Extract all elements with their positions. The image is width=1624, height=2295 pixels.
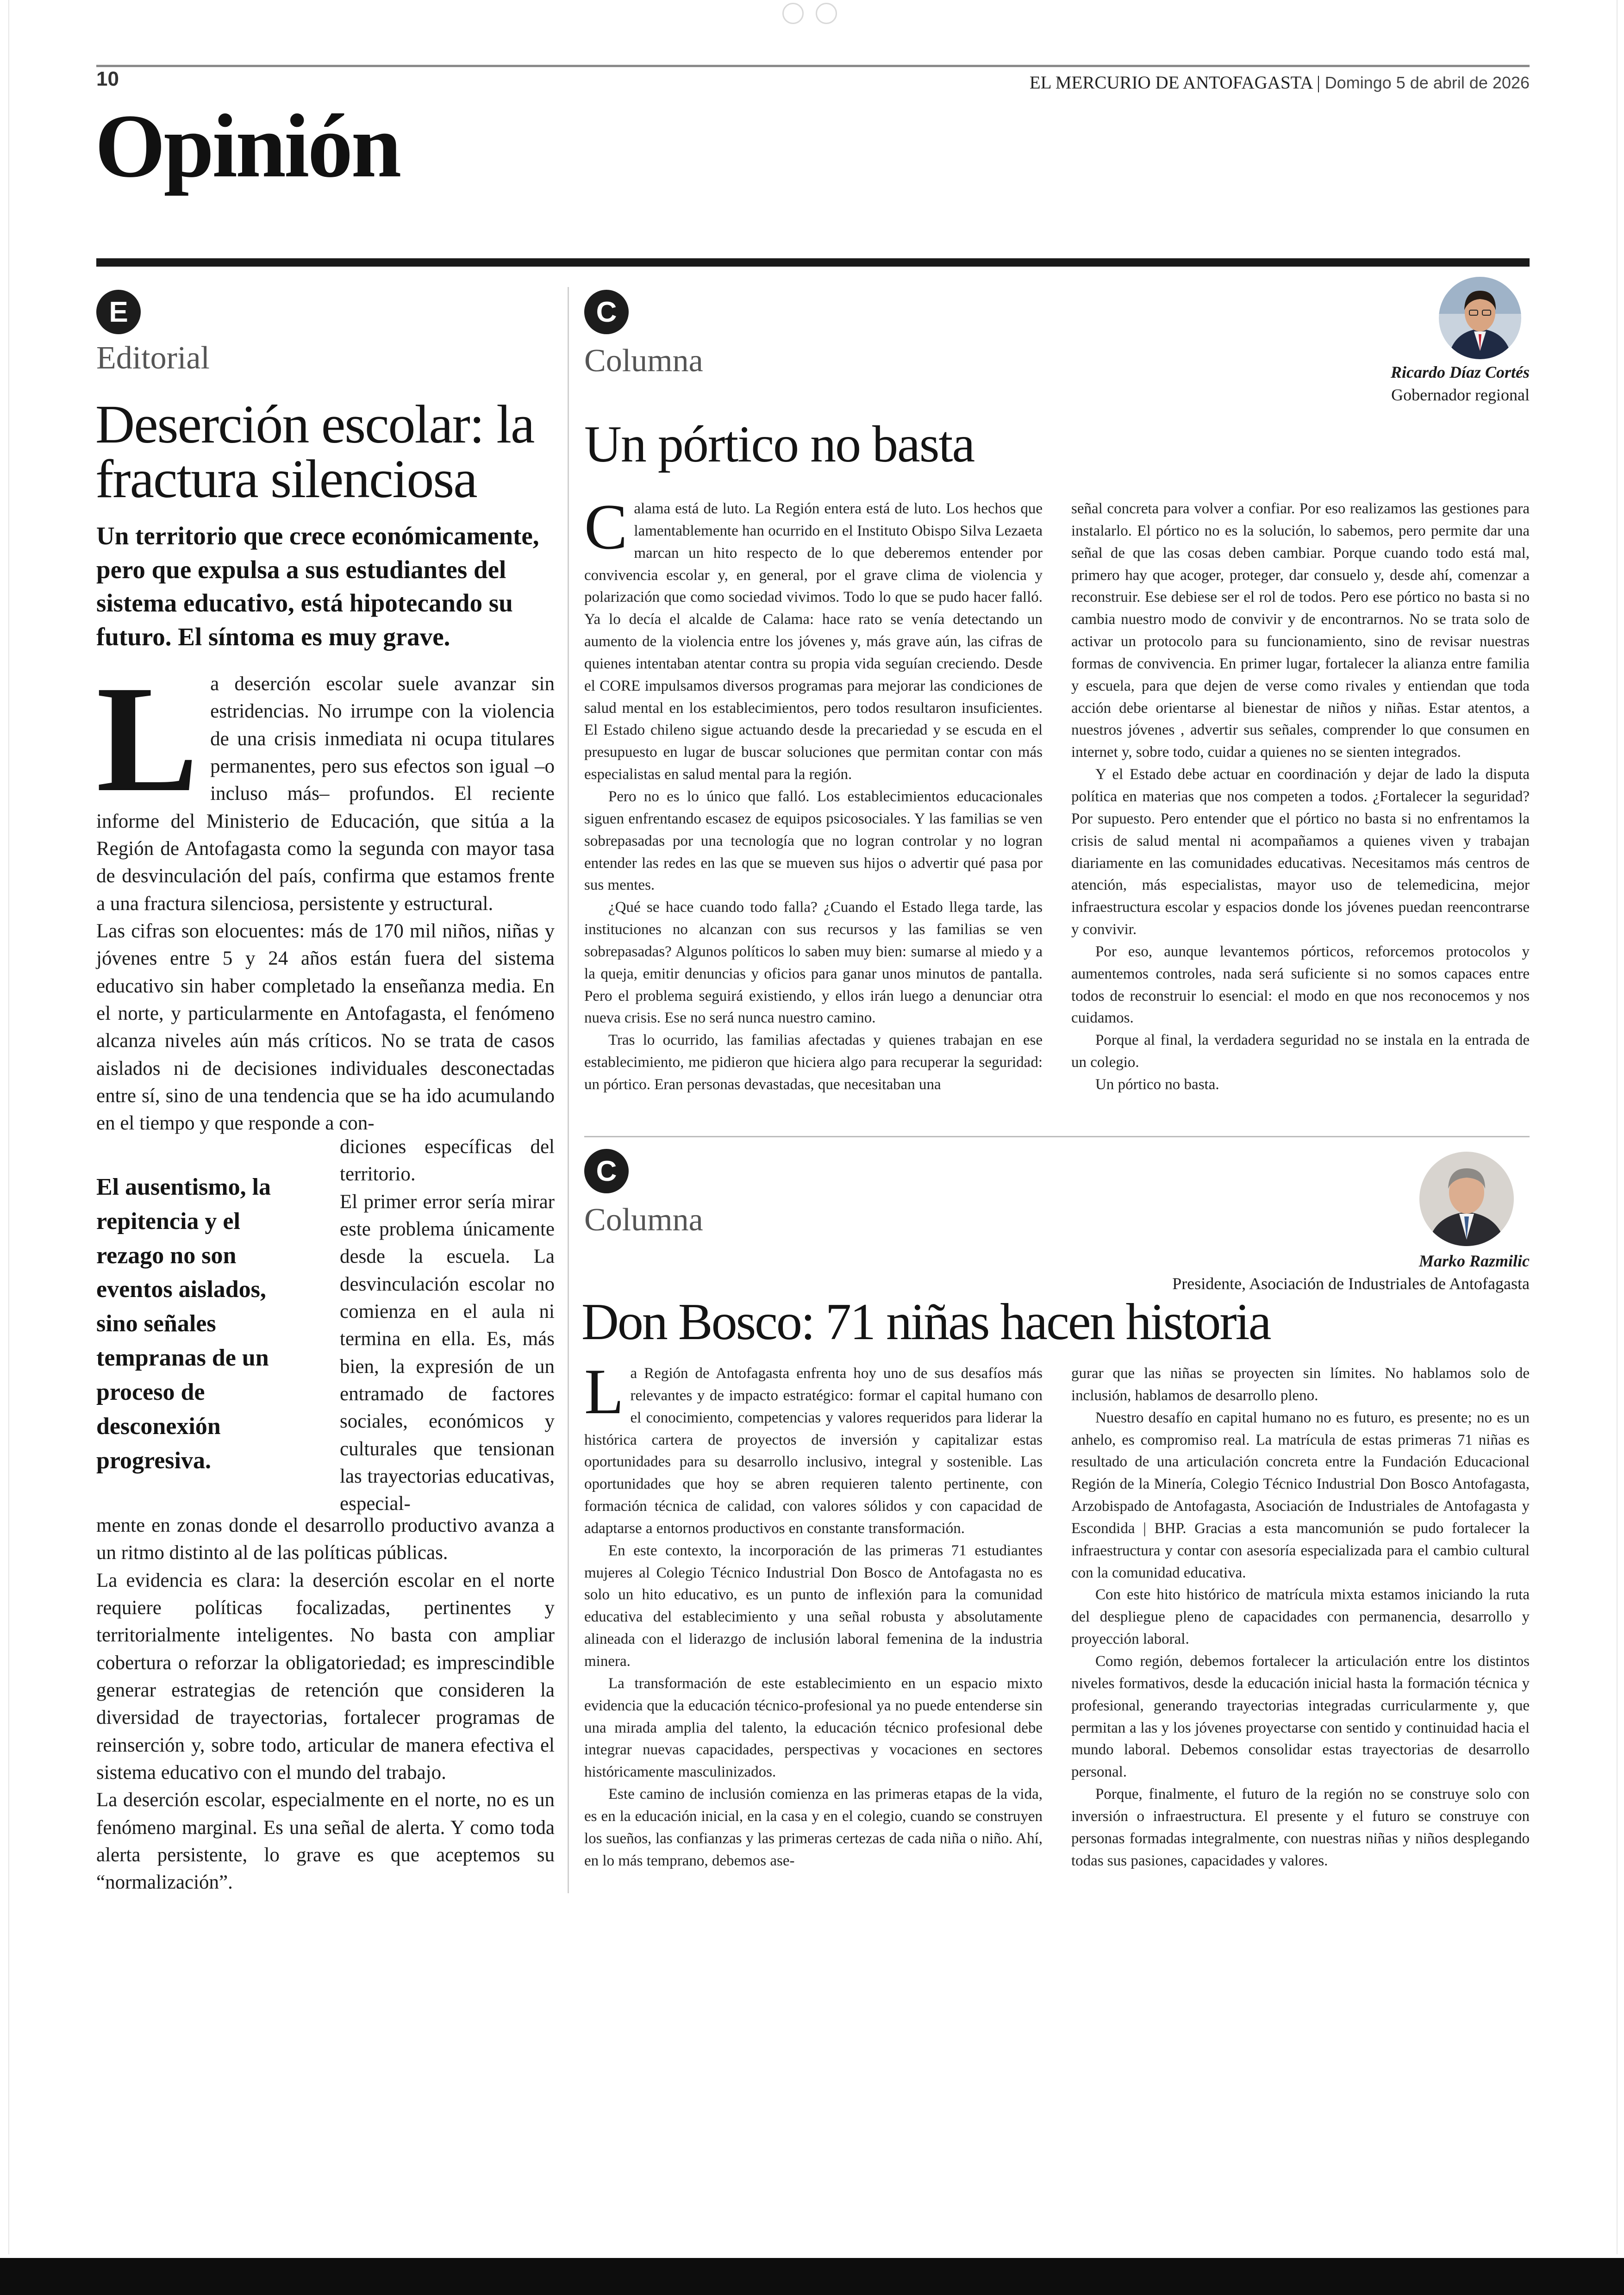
headline-line-1: Deserción escolar: la <box>95 394 534 455</box>
editorial-paragraph: a deserción escolar suele avanzar sin estridencias. No irrumpe con la violencia de una crisis inmediata ni ocupa titulares permanentes, pero sus efectos son igual –o incluso más– profundos. El reciente informe del Ministerio de Educación, que sitúa a la Región de Antofagasta como la segunda con mayor tasa de desvinculación del país, confirma que estamos frente a una fractura silenciosa, persistente y estructural. <box>96 673 555 915</box>
author-portrait-icon <box>1419 1152 1514 1246</box>
column2-paragraph: En este contexto, la incorporación de las primeras 71 estudiantes mujeres al Colegio Técnico Industrial Don Bosco de Antofagasta no es solo un hito educativo, es un punto de inflexión para la comunidad educativa del establecimiento y una señal robusta y absolutamente alineada con el liderazgo de inclusión laboral femenina de la industria minera. <box>584 1542 1043 1670</box>
editorial-paragraph: El primer error sería mirar este problema únicamente desde la escuela. La desvinculación escolar no comienza en el aula ni termina en ella. Es, más bien, la expresión de un entramado de factores sociales, económicos y culturales que tensionan las trayectorias educativas, especial- <box>340 1191 555 1515</box>
column2-paragraph: Nuestro desafío en capital humano no es futuro, es presente; no es un anhelo, es compromiso real. La matrícula de estas primeras 71 niñas es resultado de una articulación concreta entre la Fundación Educacional Región de la Minería, Colegio Técnico Industrial Don Bosco Antofagasta, Arzobispado de Antofagasta, Asociación de Industriales de Antofagasta y Escondida | BHP. Gracias a esta mancomunión se pudo fortalecer la infraestructura y contar con asesoría especializada para el cambio cultural con la comunidad educativa. <box>1071 1409 1530 1581</box>
editorial-paragraph: Las cifras son elocuentes: más de 170 mil niños, niñas y jóvenes entre 5 y 24 años están fuera del sistema educativo sin haber completado la enseñanza media. En el norte, y particularmente en Antofagasta, el fenómeno alcanza niveles aún más críticos. No se trata de casos aislados ni de decisiones individuales desconectadas entre sí, sino de una tendencia que se ha ido acumulando en el tiempo y que responde a con- <box>96 920 555 1135</box>
column1-author <box>1206 361 1530 406</box>
editorial-paragraph: diciones específicas del territorio. <box>340 1136 555 1185</box>
column2-author-photo <box>1419 1152 1514 1246</box>
article-divider <box>584 1136 1530 1137</box>
page-nav-dots[interactable] <box>782 3 837 24</box>
column1-dropcap: C <box>584 491 628 563</box>
page-number: 10 <box>96 68 119 90</box>
issue-date: Domingo 5 de abril de 2026 <box>1324 73 1530 92</box>
column1-paragraph: señal concreta para volver a confiar. Por eso realizamos las gestiones para instalarlo. El pórtico no es la solución, lo sabemos, pero permite dar una señal de que las cosas deben cambiar. Porque cuando todo está mal, primero hay que acoger, proteger, dar consuelo y, desde ahí, comenzar a reconstruir. Ese debiese ser el rol de todos. Pero ese pórtico no basta si no cambia nuestro modo de convivir y de encontrarnos. No se trata solo de activar un protocolo para su funcionamiento, sino de revisar nuestras formas de convivencia. En primer lugar, fortalecer la alianza entre familia y escuela, para que dejen de verse como rivales y entiendan que toda acción debe orientarse al bienestar de niños y niñas. Estar atentos, a nuestros jóvenes , advertir sus señales, comprender lo que consumen en internet y, sobre todo, cuidar a quienes no se sienten integrados. <box>1071 500 1530 761</box>
author-portrait-icon <box>1439 277 1521 359</box>
editorial-intro <box>96 655 555 1137</box>
column1-paragraph: ¿Qué se hace cuando todo falla? ¿Cuando el Estado llega tarde, las instituciones no alcanzan con sus recursos y las familias se ven sobrepasadas? Algunos políticos lo saben muy bien: sumarse al miedo y a la queja, emitir denuncias y oficios para ganar unos minutos de pantalla. Pero el problema seguirá existiendo, y ellos irán luego a denunciar otra nueva crisis. Ese no será nunca nuestro camino. <box>584 899 1043 1027</box>
editorial-deck: Un territorio que crece económicamente, pero que expulsa a sus estudiantes del sistema educativo, está hipotecando su futuro. El síntoma es muy grave. <box>96 522 539 651</box>
section-title: Opinión <box>95 96 400 196</box>
column1-paragraph: Por eso, aunque levantemos pórticos, reforcemos protocolos y aumentemos controles, nada será suficiente si no somos capaces entre todos de reconstruir lo esencial: el modo en que nos reconocemos y nos cuidamos. <box>1071 943 1530 1027</box>
editorial-dropcap: L <box>96 655 199 823</box>
viewer-bottom-bar <box>0 2258 1624 2295</box>
column2-paragraph: a Región de Antofagasta enfrenta hoy uno de sus desafíos más relevantes y de impacto estratégico: formar el capital humano con el conocimiento, competencias y valores requeridos para liderar la histórica cartera de proyectos de inversión y capitalizar estas oportunidades para su desarrollo inclusivo, integral y sostenible. Las oportunidades que hoy se abren requieren talento pertinente, con formación técnica de calidad, con valores sólidos y con capacidad de adaptarse a entornos productivos en constante transformación. <box>584 1365 1043 1537</box>
column1-paragraph: Y el Estado debe actuar en coordinación y dejar de lado la disputa política en materias que nos competen a todos. ¿Fortalecer la seguridad? Por supuesto. Pero entender que el pórtico no basta si no enfrentamos la crisis de salud mental ni acompañamos a quienes viven y trabajan diariamente en las comunidades educativas. Necesitamos más centros de atención, más especialistas, mayor uso de telemedicina, mejor infraestructura escolar y espacios donde los jóvenes puedan reencontrarse y convivir. <box>1071 766 1530 938</box>
column1-paragraph: Pero no es lo único que falló. Los establecimientos educacionales siguen enfrentando escasez de equipos psicosociales. Y las familias se ven sobrepasadas por una tecnología que no logran controlar y no logran entender las redes en las que se mueven sus hijos o advertir qué pasa por sus mentes. <box>584 788 1043 894</box>
column1-author-role: Gobernador regional <box>1391 385 1530 404</box>
column1-kicker: Columna <box>584 343 703 379</box>
column-divider <box>568 287 569 1893</box>
column1-paragraph: alama está de luto. La Región entera está de luto. Los hechos que lamentablemente han ocurrido en el Instituto Obispo Silva Lezaeta marcan un hito respecto de lo que deberemos entender por convivencia escolar y, en general, por el grave clima de violencia y polarización que como sociedad vivimos. Todo lo que se pudo hacer falló. Ya lo decía el alcalde de Calama: hace rato se venía detectando un aumento de la violencia entre los jóvenes y, más grave aún, las cifras de quienes intentaban atentar contra su propia vida seguían creciendo. Desde el CORE impulsamos diversos programas para mejorar las condiciones de salud mental en los establecimientos, pero todos resultaron insuficientes. El Estado chileno sigue actuando desde la precariedad y se escuda en el presupuesto en lugar de buscar soluciones que permitan contar con más especialistas en salud mental para la región. <box>584 500 1043 783</box>
editorial-headline <box>95 394 563 509</box>
newspaper-masthead <box>1030 72 1530 93</box>
editorial-narrow-column <box>340 1133 555 1518</box>
editorial-badge: E <box>96 290 141 334</box>
column2-paragraph: Como región, debemos fortalecer la articulación entre los distintos niveles formativos, desde la educación inicial hasta la formación técnica y profesional, generando trayectorias integradas curricularmente y, que permitan a las y los jóvenes proyectarse con sentido y continuidad hacia el mundo laboral. Debemos consolidar estas trayectorias de desarrollo personal. <box>1071 1653 1530 1781</box>
column1-left-col <box>584 491 1043 1096</box>
column2-paragraph: Este camino de inclusión comienza en las primeras etapas de la vida, es en la educación inicial, en la casa y en el colegio, cuando se construyen los sueños, las confianzas y las primeras certezas de cada niña o niño. Ahí, en lo más temprano, debemos ase- <box>584 1786 1043 1869</box>
editorial-paragraph: La deserción escolar, especialmente en el norte, no es un fenómeno marginal. Es una señal de alerta. Y como toda alerta persistente, lo grave es que aceptemos su “normalización”. <box>96 1789 555 1894</box>
column1-paragraph: Un pórtico no basta. <box>1095 1076 1219 1093</box>
section-rule <box>96 258 1530 267</box>
column2-dropcap: L <box>584 1356 624 1428</box>
column2-badge: C <box>584 1149 629 1193</box>
column2-body <box>584 1356 1530 1872</box>
newspaper-name: EL MERCURIO DE ANTOFAGASTA <box>1029 73 1312 93</box>
next-dot[interactable] <box>816 3 837 24</box>
editorial-kicker: Editorial <box>96 340 210 376</box>
editorial-paragraph: La evidencia es clara: la deserción escolar en el norte requiere políticas focalizadas, pertinentes y territorialmente inteligentes. No basta con ampliar cobertura o reforzar la obligatoriedad; es imprescindible generar estrategias de retención que consideren la diversidad de trayectorias, fortalecer programas de reinserción y, sobre todo, articular de manera efectiva el sistema educativo con el mundo del trabajo. <box>96 1569 555 1784</box>
headline-line-2: fractura silenciosa <box>95 449 477 509</box>
column2-paragraph: Porque, finalmente, el futuro de la región no se construye solo con inversión o infraestructura. El presente y el futuro se construye con personas formadas integralmente, con nuestras niñas y niños desplegando todas sus pasiones, capacidades y valores. <box>1071 1786 1530 1869</box>
column2-kicker: Columna <box>584 1202 703 1238</box>
column2-author-role: Presidente, Asociación de Industriales de Antofagasta <box>1172 1274 1530 1293</box>
column2-left-col <box>584 1356 1043 1872</box>
editorial-paragraph: mente en zonas donde el desarrollo productivo avanza a un ritmo distinto al de las políticas públicas. <box>96 1515 555 1564</box>
column2-paragraph: gurar que las niñas se proyecten sin límites. No hablamos solo de inclusión, hablamos de desarrollo pleno. <box>1071 1365 1530 1404</box>
column2-author-name: Marko Razmilic <box>1418 1252 1530 1270</box>
column2-headline: Don Bosco: 71 niñas hacen historia <box>581 1293 1270 1351</box>
column1-headline: Un pórtico no basta <box>584 416 974 473</box>
column2-paragraph: La transformación de este establecimiento en un espacio mixto evidencia que la educación técnico-profesional ya no puede entenderse sin una mirada amplia del talento, la educación técnico profesional debe integrar nuevas capacidades, perspectivas y vocaciones en sectores históricamente masculinizados. <box>584 1675 1043 1781</box>
editorial-outro <box>96 1512 555 1896</box>
column1-body <box>584 491 1530 1096</box>
column1-author-photo <box>1439 277 1521 359</box>
prev-dot[interactable] <box>782 3 804 24</box>
column2-paragraph: Con este hito histórico de matrícula mixta estamos iniciando la ruta del despliegue pleno de capacidades con permanencia, desarrollo y proyección laboral. <box>1071 1586 1530 1648</box>
column2-right-col <box>1071 1363 1530 1872</box>
column1-author-name: Ricardo Díaz Cortés <box>1390 363 1530 381</box>
masthead-separator: | <box>1312 73 1325 93</box>
header-rule <box>96 65 1530 67</box>
column1-paragraph: Tras lo ocurrido, las familias afectadas y quienes trabajan en ese establecimiento, me pidieron que hiciera algo para recuperar la seguridad: un pórtico. Eran personas devastadas, que necesitaban una <box>584 1032 1043 1093</box>
column1-right-col <box>1071 498 1530 1096</box>
column1-paragraph: Porque al final, la verdadera seguridad no se instala en la entrada de un colegio. <box>1071 1032 1530 1071</box>
editorial-pull-quote: El ausentismo, la repitencia y el rezago no son eventos aislados, sino señales tempranas de un proceso de desconexión progresiva. <box>96 1174 271 1474</box>
column2-author <box>1020 1250 1530 1295</box>
column1-badge: C <box>584 290 629 334</box>
